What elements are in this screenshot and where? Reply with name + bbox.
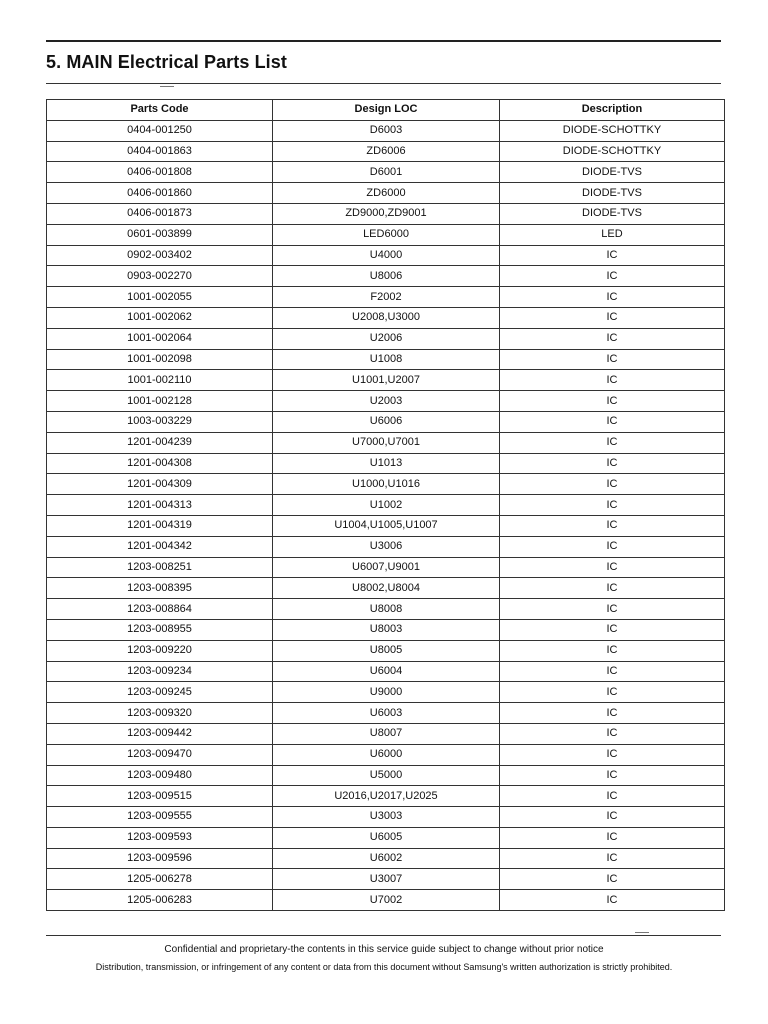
table-row — [47, 411, 725, 432]
cell-design-loc: U1001,U2007 — [273, 370, 500, 391]
cell-description: IC — [500, 391, 725, 412]
parts-table — [46, 99, 725, 911]
cell-design-loc: U1008 — [273, 349, 500, 370]
cell-design-loc: U8003 — [273, 619, 500, 640]
table-row — [47, 474, 725, 495]
cell-description: IC — [500, 640, 725, 661]
cell-design-loc: U8006 — [273, 266, 500, 287]
cell-design-loc: U6005 — [273, 827, 500, 848]
cell-parts-code: 1201-004342 — [47, 536, 273, 557]
cell-design-loc: U8008 — [273, 599, 500, 620]
table-row — [47, 391, 725, 412]
table-row — [47, 120, 725, 141]
cell-parts-code: 1203-008864 — [47, 599, 273, 620]
cell-design-loc: U2003 — [273, 391, 500, 412]
cell-description: IC — [500, 287, 725, 308]
cell-parts-code: 0903-002270 — [47, 266, 273, 287]
cell-parts-code: 0902-003402 — [47, 245, 273, 266]
cell-parts-code: 1201-004319 — [47, 515, 273, 536]
cell-description: IC — [500, 827, 725, 848]
top-rule — [46, 40, 721, 42]
cell-description: IC — [500, 661, 725, 682]
table-row — [47, 682, 725, 703]
table-row — [47, 786, 725, 807]
cell-design-loc: U6006 — [273, 411, 500, 432]
cell-design-loc: ZD6006 — [273, 141, 500, 162]
table-row — [47, 536, 725, 557]
table-row — [47, 203, 725, 224]
cell-description: DIODE-TVS — [500, 162, 725, 183]
table-row — [47, 827, 725, 848]
cell-parts-code: 0406-001860 — [47, 183, 273, 204]
table-row — [47, 183, 725, 204]
cell-design-loc: U4000 — [273, 245, 500, 266]
cell-design-loc: U6002 — [273, 848, 500, 869]
cell-parts-code: 0404-001250 — [47, 120, 273, 141]
cell-parts-code: 1203-008395 — [47, 578, 273, 599]
table-row — [47, 515, 725, 536]
table-row — [47, 141, 725, 162]
cell-description: IC — [500, 619, 725, 640]
cell-parts-code: 1201-004239 — [47, 432, 273, 453]
cell-description: IC — [500, 807, 725, 828]
cell-design-loc: U1004,U1005,U1007 — [273, 515, 500, 536]
cell-description: IC — [500, 682, 725, 703]
cell-description: IC — [500, 765, 725, 786]
title-underline — [46, 83, 721, 84]
table-row — [47, 578, 725, 599]
cell-description: DIODE-SCHOTTKY — [500, 141, 725, 162]
cell-description: DIODE-SCHOTTKY — [500, 120, 725, 141]
table-row — [47, 765, 725, 786]
cell-design-loc: U3007 — [273, 869, 500, 890]
cell-parts-code: 1203-009593 — [47, 827, 273, 848]
cell-parts-code: 1001-002110 — [47, 370, 273, 391]
cell-design-loc: U1000,U1016 — [273, 474, 500, 495]
table-row — [47, 890, 725, 911]
cell-parts-code: 1203-008955 — [47, 619, 273, 640]
cell-description: IC — [500, 786, 725, 807]
table-row — [47, 807, 725, 828]
cell-parts-code: 1001-002128 — [47, 391, 273, 412]
table-row — [47, 703, 725, 724]
cell-parts-code: 0406-001873 — [47, 203, 273, 224]
column-header-parts-code: Parts Code — [47, 100, 273, 121]
cell-parts-code: 1203-009596 — [47, 848, 273, 869]
cell-description: IC — [500, 307, 725, 328]
cell-description: IC — [500, 495, 725, 516]
cell-design-loc: U8007 — [273, 723, 500, 744]
cell-description: IC — [500, 723, 725, 744]
title-accent-line — [160, 86, 174, 87]
cell-design-loc: U8005 — [273, 640, 500, 661]
cell-design-loc: U9000 — [273, 682, 500, 703]
table-row — [47, 723, 725, 744]
table-row — [47, 744, 725, 765]
cell-design-loc: ZD6000 — [273, 183, 500, 204]
table-row — [47, 370, 725, 391]
cell-parts-code: 1203-009480 — [47, 765, 273, 786]
table-row — [47, 848, 725, 869]
cell-description: IC — [500, 411, 725, 432]
cell-design-loc: U3003 — [273, 807, 500, 828]
table-row — [47, 328, 725, 349]
cell-description: IC — [500, 328, 725, 349]
footer-distribution-notice: Distribution, transmission, or infringement of any content or data from this document without Samsung's written authorization is strictly prohibited. — [95, 962, 673, 972]
cell-design-loc: U6003 — [273, 703, 500, 724]
cell-description: IC — [500, 349, 725, 370]
cell-design-loc: U2008,U3000 — [273, 307, 500, 328]
cell-design-loc: U2006 — [273, 328, 500, 349]
cell-description: IC — [500, 848, 725, 869]
cell-parts-code: 1001-002098 — [47, 349, 273, 370]
table-row — [47, 495, 725, 516]
cell-parts-code: 1203-009220 — [47, 640, 273, 661]
cell-description: LED — [500, 224, 725, 245]
cell-parts-code: 1203-008251 — [47, 557, 273, 578]
cell-description: IC — [500, 474, 725, 495]
table-row — [47, 307, 725, 328]
cell-parts-code: 1001-002064 — [47, 328, 273, 349]
page-title: 5. MAIN Electrical Parts List — [46, 52, 287, 72]
cell-parts-code: 0406-001808 — [47, 162, 273, 183]
cell-description: IC — [500, 432, 725, 453]
cell-parts-code: 1201-004313 — [47, 495, 273, 516]
table-row — [47, 224, 725, 245]
cell-parts-code: 1203-009320 — [47, 703, 273, 724]
cell-parts-code: 1203-009234 — [47, 661, 273, 682]
cell-design-loc: U1013 — [273, 453, 500, 474]
footer-accent-line — [635, 932, 649, 933]
cell-design-loc: U7000,U7001 — [273, 432, 500, 453]
table-row — [47, 432, 725, 453]
footer-rule — [46, 935, 721, 936]
table-row — [47, 661, 725, 682]
cell-description: IC — [500, 869, 725, 890]
footer-confidential-notice: Confidential and proprietary-the contents in this service guide subject to change without prior notice — [164, 944, 604, 955]
table-header-row — [47, 100, 725, 121]
cell-design-loc: D6001 — [273, 162, 500, 183]
table-row — [47, 619, 725, 640]
table-row — [47, 266, 725, 287]
column-header-design-loc: Design LOC — [273, 100, 500, 121]
column-header-description: Description — [500, 100, 725, 121]
cell-description: IC — [500, 370, 725, 391]
cell-parts-code: 1201-004308 — [47, 453, 273, 474]
cell-description: IC — [500, 578, 725, 599]
cell-description: IC — [500, 266, 725, 287]
cell-parts-code: 1203-009470 — [47, 744, 273, 765]
cell-parts-code: 0404-001863 — [47, 141, 273, 162]
cell-parts-code: 1001-002062 — [47, 307, 273, 328]
cell-description: IC — [500, 703, 725, 724]
cell-parts-code: 1205-006278 — [47, 869, 273, 890]
cell-design-loc: U3006 — [273, 536, 500, 557]
cell-parts-code: 1203-009555 — [47, 807, 273, 828]
cell-description: IC — [500, 599, 725, 620]
cell-parts-code: 1205-006283 — [47, 890, 273, 911]
cell-design-loc: U2016,U2017,U2025 — [273, 786, 500, 807]
cell-design-loc: U5000 — [273, 765, 500, 786]
table-row — [47, 869, 725, 890]
table-row — [47, 245, 725, 266]
cell-description: IC — [500, 557, 725, 578]
table-row — [47, 640, 725, 661]
cell-description: IC — [500, 744, 725, 765]
table-row — [47, 453, 725, 474]
cell-description: IC — [500, 453, 725, 474]
cell-description: DIODE-TVS — [500, 183, 725, 204]
cell-description: IC — [500, 536, 725, 557]
table-row — [47, 557, 725, 578]
table-row — [47, 162, 725, 183]
cell-design-loc: F2002 — [273, 287, 500, 308]
cell-design-loc: U7002 — [273, 890, 500, 911]
cell-design-loc: U6007,U9001 — [273, 557, 500, 578]
table-body — [47, 120, 725, 910]
cell-parts-code: 1203-009442 — [47, 723, 273, 744]
cell-design-loc: D6003 — [273, 120, 500, 141]
cell-parts-code: 1201-004309 — [47, 474, 273, 495]
table-row — [47, 599, 725, 620]
cell-design-loc: U6000 — [273, 744, 500, 765]
cell-design-loc: LED6000 — [273, 224, 500, 245]
cell-description: IC — [500, 890, 725, 911]
cell-description: IC — [500, 515, 725, 536]
table-row — [47, 287, 725, 308]
cell-parts-code: 1003-003229 — [47, 411, 273, 432]
cell-parts-code: 1203-009245 — [47, 682, 273, 703]
cell-design-loc: U8002,U8004 — [273, 578, 500, 599]
cell-description: DIODE-TVS — [500, 203, 725, 224]
cell-design-loc: U1002 — [273, 495, 500, 516]
cell-parts-code: 1203-009515 — [47, 786, 273, 807]
cell-parts-code: 0601-003899 — [47, 224, 273, 245]
cell-design-loc: U6004 — [273, 661, 500, 682]
cell-design-loc: ZD9000,ZD9001 — [273, 203, 500, 224]
cell-description: IC — [500, 245, 725, 266]
table-row — [47, 349, 725, 370]
cell-parts-code: 1001-002055 — [47, 287, 273, 308]
